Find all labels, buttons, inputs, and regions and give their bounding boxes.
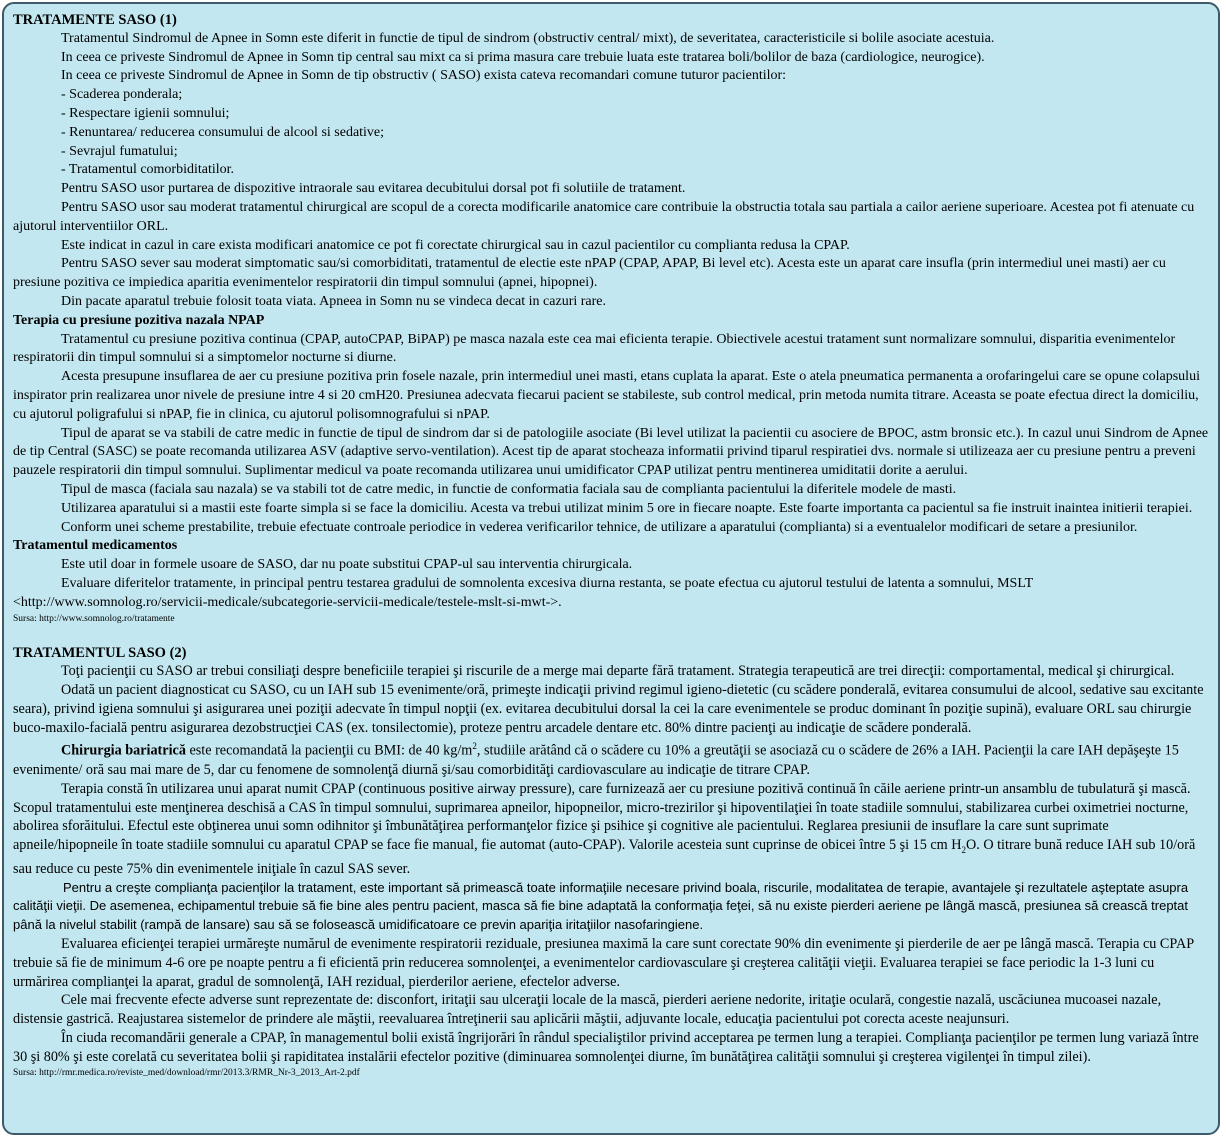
paragraph: Pentru a creşte complianţa pacienţilor la tratament, este important să primească toate informaţiile necesare privind boala, riscurile, modalitatea de terapie, avantajele şi rezultatele aşteptate asupra calităţii vieţii. De asemenea, echipamentul trebuie să fie bine ales pentru pacient, masca să fie bine adaptată la conformaţia feţei, să nu existe pierderi aeriene pe lângă mască, presiunea să crească treptat până la nivelul stabilit (rampă de lansare) sau să se folosească umidificatoare ce previn apariţia iritaţiilor nasofaringiene. <box>13 879 1189 933</box>
mslt-link[interactable]: <http://www.somnolog.ro/servicii-medicale/subcategorie-servicii-medicale/testele-mslt-si-mwt->. <box>13 594 562 610</box>
paragraph: Evaluare diferitelor tratamente, in principal pentru testarea gradului de somnolenta excesiva diurna restanta, se poate efectua cu ajutorul testului de latenta a somnului, MSLT <box>61 575 1034 591</box>
list-item: - Scaderea ponderala; <box>61 87 183 103</box>
text-panel <box>2 2 1220 1135</box>
paragraph-text: Terapia constă în utilizarea unui aparat numit CPAP (continuous positive airway pressure), care furnizează aer cu presiune pozitivă continuă în căile aeriene printr-un ansamblu de tubulatură şi mască. Scopul tratamentului este menţinerea deschisă a CAS în timpul somnului, suprimarea apneilor, hipopneilor, micro-trezirilor şi hipoventilaţiei în toate stadiile somnului, stabilizarea curbei oximetriei nocturne, abolirea sforăitului. Efectul este obţinerea unui somn odihnitor şi îmbunătăţirea performanţelor fizice şi psihice şi cognitive ale pacientului. Reglarea presiunii de insuflare la care sunt suprimate apneile/hipopneile în toate stadiile somnului cu aparatul CPAP se face fie manual, fie automat (auto-CPAP). Valorile acesteia sunt cuprinse de obicei între 5 şi 15 cm H <box>13 780 1191 854</box>
section-spacer <box>13 626 1210 644</box>
superscript: 2 <box>472 741 477 752</box>
paragraph: Este indicat in cazul in care exista modificari anatomice ce pot fi corectate chirurgical sau in cazul pacientilor cu complianta redusa la CPAP. <box>61 237 850 253</box>
paragraph: Din pacate aparatul trebuie folosit toata viata. Apneea in Somn nu se vindeca decat in cazuri rare. <box>61 293 606 309</box>
list-item: - Tratamentul comorbiditatilor. <box>61 162 235 178</box>
medication-subtitle: Tratamentul medicamentos <box>13 538 178 554</box>
paragraph: Acesta presupune insuflarea de aer cu presiune pozitiva prin fosele nazale, prin intermediul unei masti, etans cuplata la aparat. Este o atela pneumatica permanenta a orofaringelui care se opune colapsului inspirator prin realizarea unor nivele de presiune intre 4 si 20 cmH20. Presiunea adecvata fiecarui pacient se stabileste, sub control medical, prin metoda numita titrare. Aceasta se poate efectua direct la domiciliu, cu ajutorul poligrafului si nPAP, fie in clinica, cu ajutorul polisomnografului si nPAP. <box>13 369 1200 422</box>
paragraph-text: O. O titrare bună reduce IAH sub 10/oră sau reduce cu peste 75% din evenimentele iniţiale în cazul SAS sever. <box>13 837 1196 877</box>
paragraph: Odată un pacient diagnosticat cu SASO, cu un IAH sub 15 evenimente/oră, primeşte indicaţii privind regimul igieno-dietetic (cu scădere ponderală, evitarea consumului de alcool, sedative sau excitante seara), privind igiena somnului şi asigurarea unei poziţii adecvate în timpul nopţii (ex. evitarea decubitului dorsal la cei la care evenimentele se produc dominant în poziţie supină), evaluare ORL sau chirurgie buco-maxilo-facială pentru asigurarea dezobstrucţiei CAS (ex. tonsilectomie), proteze pentru arcadele dentare etc. 80% dintre pacienţi au indicaţie de scădere ponderală. <box>13 682 1204 736</box>
paragraph <box>13 737 1210 779</box>
list-item: - Sevrajul fumatului; <box>61 143 178 159</box>
bariatric-term: Chirurgia bariatrică <box>61 743 186 760</box>
paragraph: Pentru SASO sever sau moderat simptomatic sau/si comorbiditati, tratamentul de electie este nPAP (CPAP, APAP, Bi level etc). Acesta este un aparat care insufla (prin intermediul unei masti) aer cu presiune pozitiva ce impiedica aparitia evenimentelor respiratorii din timpul somnului (apnei, hipopnei). <box>13 256 1166 291</box>
paragraph: Utilizarea aparatului si a mastii este foarte simpla si se face la domiciliu. Acesta va trebui utilizat minim 5 ore in fiecare noapte. Este foarte importanta ca pacientul sa fie instruit inaintea initierii terapiei. <box>61 500 1193 516</box>
npap-subtitle: Terapia cu presiune pozitiva nazala NPAP <box>13 312 265 328</box>
source-note: Sursa: http://rmr.medica.ro/reviste_med/download/rmr/2013.3/RMR_Nr-3_2013_Art-2.pdf <box>13 1067 360 1078</box>
paragraph: Toţi pacienţii cu SASO ar trebui consiliaţi despre beneficiile terapiei şi riscurile de a merge mai departe fără tratament. Strategia terapeutică are trei direcţii: comportamental, medical şi chirurgical. <box>61 663 1175 680</box>
paragraph: Pentru SASO usor sau moderat tratamentul chirurgical are scopul de a corecta modificarile anatomice care contribuie la obstructia totala sau partiala a cailor aeriene superioare. Acestea pot fi atenuate cu ajutorul interventiilor ORL. <box>13 199 1195 234</box>
paragraph: Tratamentul Sindromul de Apnee in Somn este diferit in functie de tipul de sindrom (obstructiv central/ mixt), de severitatea, caracteristicile si bolile asociate acestuia. <box>61 30 995 46</box>
paragraph: In ceea ce priveste Sindromul de Apnee in Somn de tip obstructiv ( SASO) exista cateva recomandari comune tuturor pacientilor: <box>61 68 787 84</box>
paragraph <box>13 780 1210 879</box>
subscript: 2 <box>961 845 966 856</box>
paragraph: Tipul de masca (faciala sau nazala) se va stabili tot de catre medic, in functie de conformatia faciala sau de complianta pacientului la diferitele modele de masti. <box>61 481 957 497</box>
list-item: - Renuntarea/ reducerea consumului de alcool si sedative; <box>61 124 385 140</box>
paragraph: Evaluarea eficienţei terapiei urmăreşte numărul de evenimente respiratorii reziduale, presiunea maximă la care sunt corectate 90% din evenimente şi pierderile de aer pe lângă mască. Terapia cu CPAP trebuie să fie de minimum 4-6 ore pe noapte pentru a fi eficientă prin reducerea somnolenţei, a evenimentelor cardiovasculare şi creşterea calităţii vieţii. Evaluarea terapiei se face periodic la 1-3 luni cu urmărirea complianţei la aparat, gradul de somnolenţă, IAH rezidual, pierderilor aeriene, efectelor adverse. <box>13 936 1194 990</box>
source-note: Sursa: http://www.somnolog.ro/tratamente <box>13 613 175 624</box>
paragraph: Tratamentul cu presiune pozitiva continua (CPAP, autoCPAP, BiPAP) pe masca nazala este cea mai eficienta terapie. Obiectivele acestui tratament sunt normalizare somnului, disparitia evenimentelor respiratorii din timpul somnului si a simptomelor nocturne si diurne. <box>13 331 1176 366</box>
paragraph: Pentru SASO usor purtarea de dispozitive intraorale sau evitarea decubitului dorsal pot fi solutiile de tratament. <box>61 181 686 197</box>
section-2-title: TRATAMENTUL SASO (2) <box>13 644 187 661</box>
list-item: - Respectare igienii somnului; <box>61 105 230 121</box>
paragraph: Este util doar in formele usoare de SASO, dar nu poate substitui CPAP-ul sau interventia chirurgicala. <box>61 557 633 573</box>
paragraph-text: este recomandată la pacienţii cu BMI: de 40 kg/m <box>185 743 473 760</box>
paragraph-text: , studiile arătând că o scădere cu 10% a greutăţii se asociază cu o scădere de 26% a IAH. Pacienţii la care IAH depăşeşte 15 evenimente/ oră sau mai mare de 5, dar cu fenomene de somnolenţă diurnă şi/sau comorbidităţi cardiovasculare au indicaţie de titrare CPAP. <box>13 743 1179 779</box>
paragraph: Cele mai frecvente efecte adverse sunt reprezentate de: disconfort, iritaţii sau ulceraţii locale de la mască, pierderi aeriene nedorite, iritaţie oculară, congestie nazală, uscăciunea mucoasei nazale, distensie gastrică. Reajustarea sistemelor de prindere ale măştii, reevaluarea întreţinerii sau aplicării măştii, adjuvante locale, educaţia pacientului pot corecta aceste neajunsuri. <box>13 992 1162 1028</box>
section-1-title: TRATAMENTE SASO (1) <box>13 12 177 28</box>
paragraph: Conform unei scheme prestabilite, trebuie efectuate controale periodice in vederea verificarilor tehnice, de utilizare a aparatului (complianta) si a eventualelor modificari de setare a presiunilor. <box>61 519 1138 535</box>
paragraph: In ceea ce priveste Sindromul de Apnee in Somn tip central sau mixt ca si prima masura care trebuie luata este tratarea boli/bolilor de baza (cardiologice, neurogice). <box>61 49 985 65</box>
paragraph: Tipul de aparat se va stabili de catre medic in functie de tipul de sindrom dar si de patologiile asociate (Bi level utilizat la pacientii cu asociere de BPOC, astm bronsic etc.). In cazul unui Sindrom de Apnee de tip Central (SASC) se poate recomanda utilizarea ASV (adaptive servo-ventilation). Acest tip de aparat stocheaza informatii privind tiparul respiratiei dvs. normale si utilizeaza aer cu presiune pentru a preveni pauzele respiratorii din timpul somnului. Suplimentar medicul va poate recomanda utilizarea unui umidificator CPAP utilizat pentru mentinerea umiditatii dorite a aerului. <box>13 425 1209 479</box>
paragraph: În ciuda recomandării generale a CPAP, în managementul bolii există îngrijorări în rândul specialiştilor privind acceptarea pe termen lung a terapiei. Complianţa pacienţilor pe termen lung variază între 30 şi 80% şi este corelată cu severitatea bolii şi rapiditatea instalării efectelor pozitive (diminuarea somnolenţei diurne, îm bunătăţirea calităţii somnului şi creşterea vigilenţei în timpul zilei). <box>13 1030 1199 1065</box>
